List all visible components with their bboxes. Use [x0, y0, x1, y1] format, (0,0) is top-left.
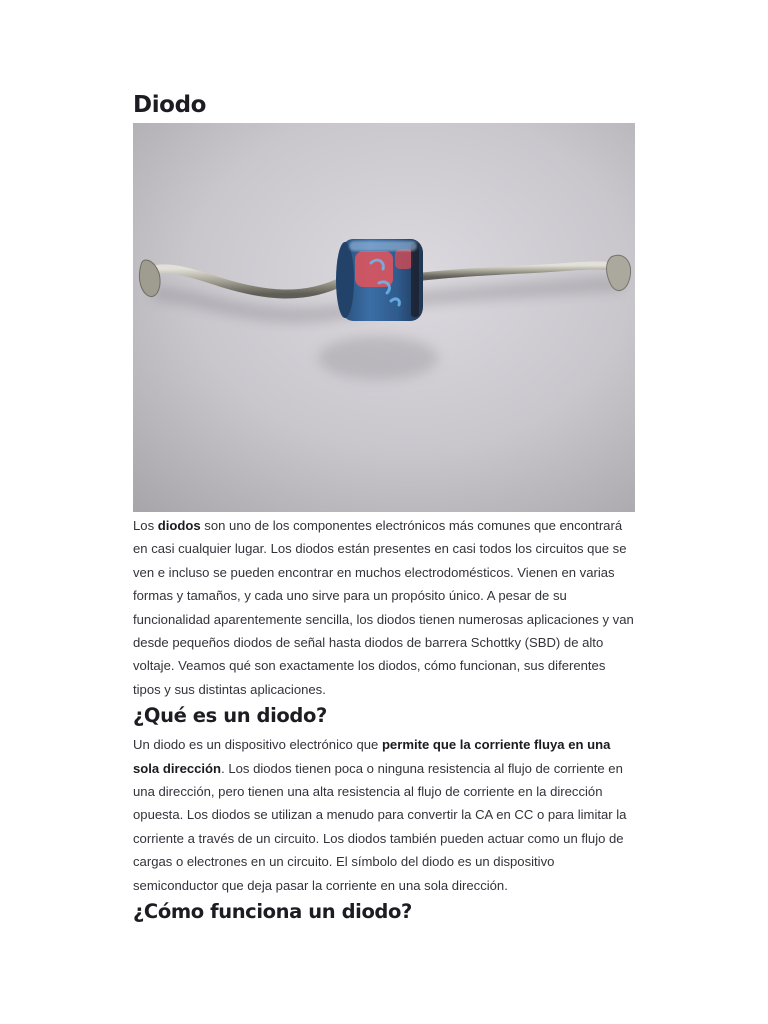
diode-body — [336, 239, 423, 321]
intro-bold-term: diodos — [157, 518, 201, 533]
definition-bold-phrase: permite que la corriente fluya en una sola dirección — [133, 737, 611, 776]
intro-text-rest: son uno de los componentes electrónicos más comunes que encontrará en casi cualquier lugar. Los diodos están presentes en casi todos los circuitos que se ven e incluso se pueden encontrar en muchos electrodomésticos. Vienen en varias formas y tamaños, y cada uno sirve para un propósito único. A pesar de su funcionalidad aparentemente sencilla, los diodos tienen numerosas aplicaciones y van desde pequeños diodos de señal hasta diodos de barrera Schottky (SBD) de alto voltaje. Veamos qué son exactamente los diodos, cómo funcionan, sus diferentes tipos y sus distintas aplicaciones. — [133, 518, 634, 697]
section-heading-que-es: ¿Qué es un diodo? — [133, 704, 327, 728]
section-heading-como-funciona: ¿Cómo funciona un diodo? — [133, 900, 412, 924]
page-title: Diodo — [133, 92, 207, 118]
intro-paragraph — [133, 514, 635, 701]
definition-text-start: Un diodo es un dispositivo electrónico que — [133, 737, 382, 753]
body-shadow — [318, 336, 438, 380]
article — [133, 88, 635, 927]
definition-text-rest: . Los diodos tienen poca o ninguna resistencia al flujo de corriente en una dirección, pero tienen una alta resistencia al flujo de corriente en la dirección opuesta. Los diodos se utilizan a menudo para convertir la CA en CC o para limitar la corriente a través de un circuito. Los diodos también pueden actuar como un flujo de cargas o electrones en un circuito. El símbolo del diodo es un dispositivo semiconductor que deja pasar la corriente en una sola dirección. — [133, 760, 627, 893]
cathode-band — [411, 243, 419, 317]
definition-paragraph — [133, 733, 635, 897]
diode-photo — [133, 123, 635, 512]
intro-text-start: Los — [133, 518, 158, 533]
